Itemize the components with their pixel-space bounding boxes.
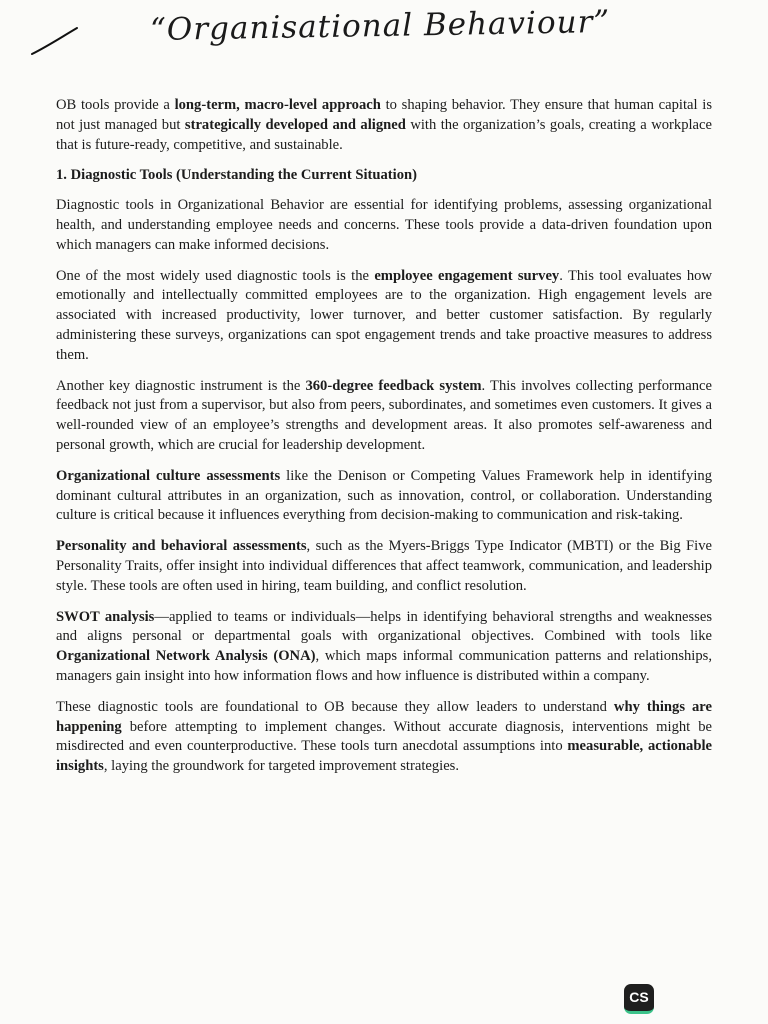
bold-text-run: SWOT analysis	[56, 608, 155, 625]
text-run: Diagnostic tools in Organizational Behavior are essential for identifying problems, assessing organizational health, and understanding employee needs and concerns. These tools provide a data-driven foundation upon which managers can make informed decisions.	[56, 197, 712, 253]
text-run: One of the most widely used diagnostic tools is the	[56, 267, 375, 284]
text-run: . This tool evaluates how emotionally and intellectually committed employees are to the organization. High engagement levels are associated with increased productivity, lower turnover, and better customer satisfaction. By regularly administering these surveys, organizations can spot engagement trends and take proactive measures to address them.	[56, 267, 712, 363]
bold-text-run: Organizational Network Analysis (ONA)	[56, 648, 316, 665]
text-run: before attempting to implement changes. Without accurate diagnosis, interventions might be misdirected and even counterproductive. These tools turn anecdotal assumptions into	[56, 718, 712, 755]
section-heading: 1. Diagnostic Tools (Understanding the Current Situation)	[56, 167, 417, 184]
bold-text-run: strategically developed and aligned	[184, 116, 406, 133]
text-run: like the Denison or Competing Values Framework help in identifying dominant cultural attributes in an organization, such as innovation, control, or collaboration. Understanding culture is critical because it influences everything from decision-making to communication and risk-taking.	[56, 467, 712, 524]
text-run: , which maps informal communication patterns and relationships, managers gain insight into how information flows and how influence is distributed within a company.	[56, 648, 712, 684]
paragraph-swot-analysis	[56, 608, 712, 687]
text-run: to shaping behavior. They ensure that human capital is not just managed but	[56, 97, 712, 133]
paragraph-intro	[56, 96, 712, 155]
bold-text-run: Personality and behavioral assessments	[56, 538, 307, 555]
paragraph-personality-assessments	[56, 537, 712, 596]
text-run: with the organization’s goals, creating a workplace that is future-ready, competitive, and sustainable.	[56, 116, 712, 153]
paragraph-conclusion	[56, 698, 712, 777]
paragraph-360-feedback	[56, 377, 712, 456]
text-run: —applied to teams or individuals—helps in identifying behavioral strengths and weaknesses and aligns personal or departmental goals with organizational objectives. Combined with tools like	[56, 608, 713, 645]
paragraph-culture-assessments	[56, 467, 712, 526]
text-run: These diagnostic tools are foundational to OB because they allow leaders to understand	[56, 698, 614, 715]
text-run: , such as the Myers-Briggs Type Indicator (MBTI) or the Big Five Personality Traits, offer insight into individual differences that affect teamwork, communication, and leadership style. These tools are often used in hiring, team building, and conflict resolution.	[56, 538, 713, 594]
camscanner-logo: CS	[624, 984, 654, 1014]
bold-text-run: measurable, actionable insights	[56, 738, 712, 775]
bold-text-run: 360-degree feedback system	[305, 377, 482, 394]
bold-text-run: why things are happening	[56, 698, 712, 735]
bold-text-run: long-term, macro-level approach	[174, 97, 381, 113]
text-run: OB tools provide a	[56, 97, 175, 113]
pen-tick-mark	[30, 24, 80, 58]
page-title: “Organisational Behaviour”	[149, 3, 611, 49]
text-run: . This involves collecting performance feedback not just from a supervisor, but also from peers, subordinates, and sometimes even customers. It gives a well-rounded view of an employee’s strengths and development areas. It also promotes self-awareness and personal growth, which are crucial for leadership development.	[56, 377, 712, 453]
text-run: Another key diagnostic instrument is the	[56, 377, 306, 394]
document-body	[56, 96, 712, 788]
bold-text-run: employee engagement survey	[374, 267, 560, 284]
paragraph-diagnostic-tools	[56, 196, 712, 255]
paragraph-engagement-survey	[56, 267, 712, 366]
text-run: , laying the groundwork for targeted improvement strategies.	[103, 758, 460, 775]
bold-text-run: Organizational culture assessments	[56, 467, 281, 484]
